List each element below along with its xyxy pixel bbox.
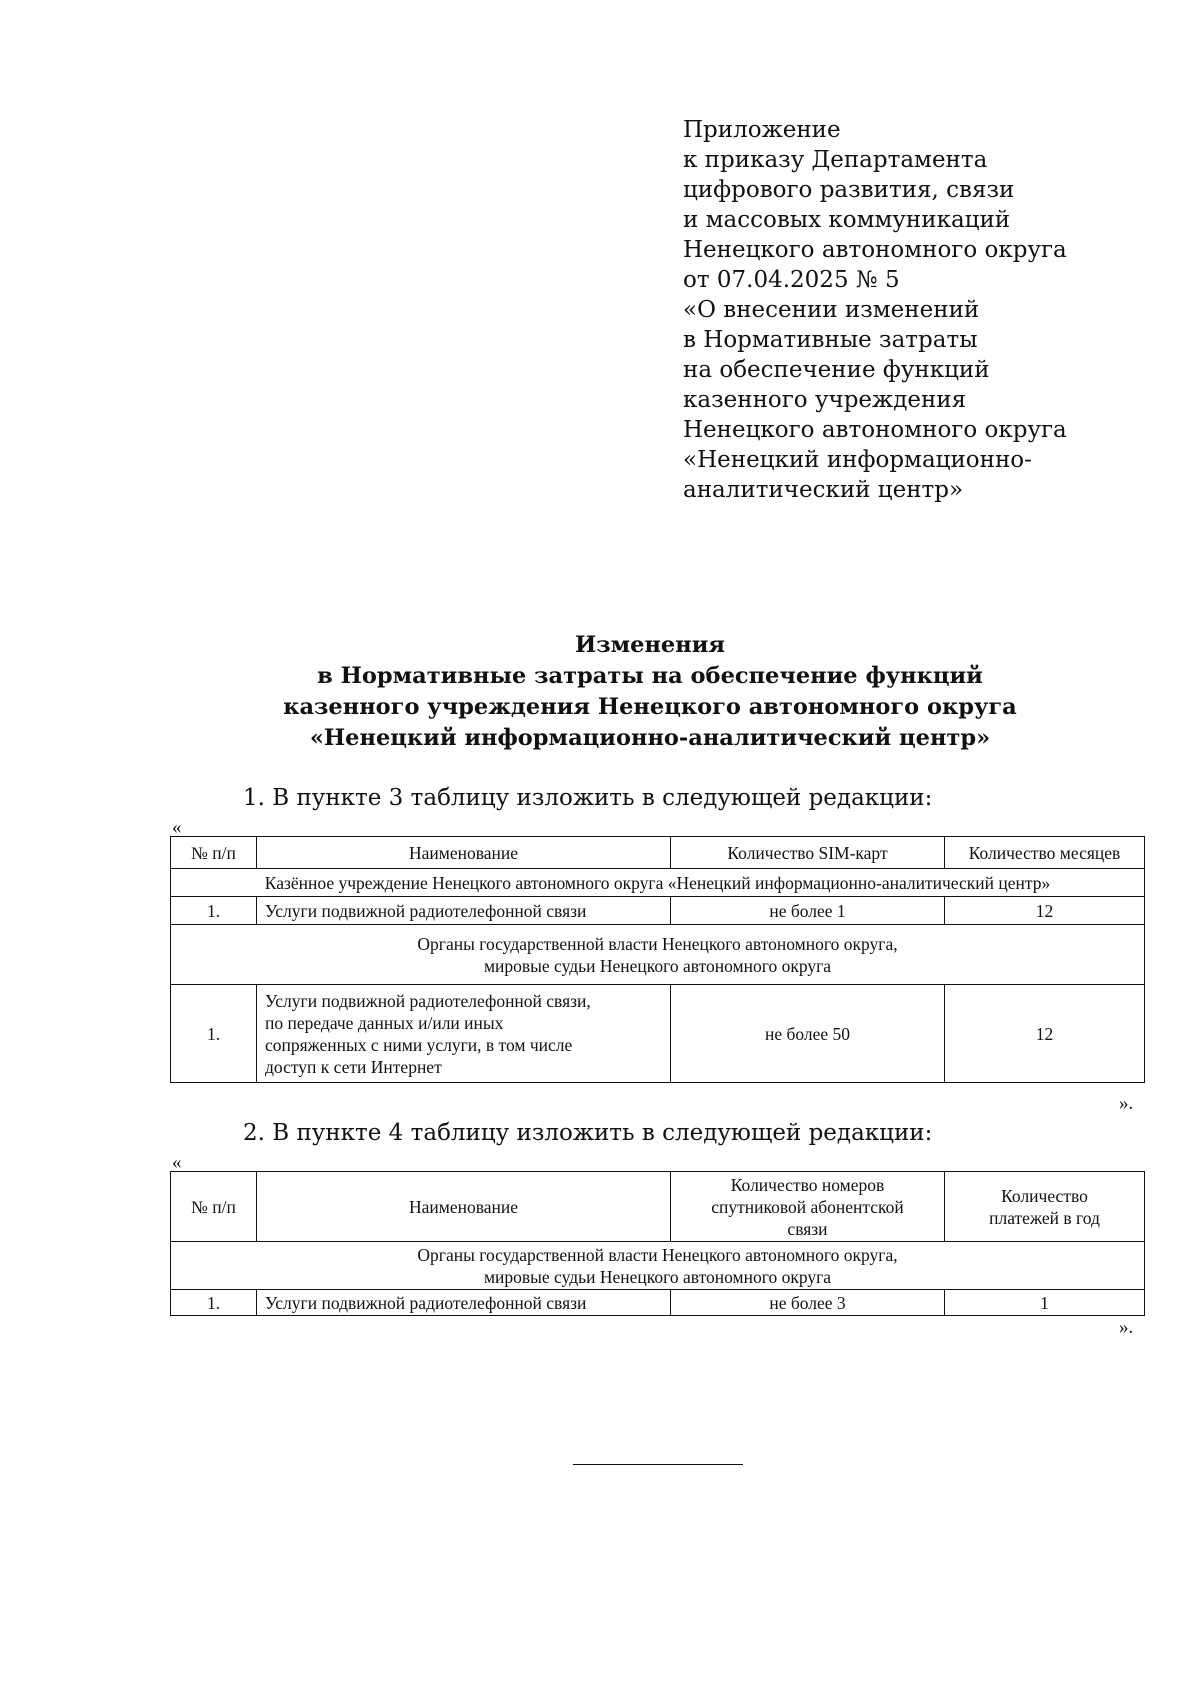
- annex-line: Ненецкого автономного округа: [683, 237, 1067, 263]
- open-quote-1: «: [172, 817, 182, 838]
- header-line: связи: [787, 1218, 828, 1239]
- row-name: Услуги подвижной радиотелефонной связи: [257, 897, 671, 925]
- row-quantity: не более 3: [671, 1290, 945, 1316]
- table-2-header-row: [171, 1172, 1145, 1242]
- header-line: Количество: [1001, 1185, 1088, 1206]
- annex-line: от 07.04.2025 № 5: [683, 267, 900, 293]
- heading-line: казенного учреждения Ненецкого автономного округа: [283, 694, 1017, 720]
- row-name: [257, 985, 671, 1083]
- heading-line: «Ненецкий информационно-аналитический центр»: [309, 725, 991, 751]
- annex-line: аналитический центр»: [683, 477, 964, 503]
- group-line: мировые судьи Ненецкого автономного округа: [483, 1266, 832, 1287]
- group-authorities: [171, 1242, 1145, 1290]
- section1-text: 1. В пункте 3 таблицу изложить в следующей редакции:: [243, 785, 933, 811]
- table-2: [170, 1171, 1145, 1316]
- header-months: Количество месяцев: [945, 837, 1145, 869]
- group-line: Органы государственной власти Ненецкого автономного округа,: [417, 933, 898, 954]
- header-sim-count: Количество SIM-карт: [671, 837, 945, 869]
- header-name: Наименование: [257, 837, 671, 869]
- row-name-line: сопряженных с ними услуги, в том числе: [265, 1034, 573, 1055]
- header-number: № п/п: [171, 1172, 257, 1242]
- header-number: № п/п: [171, 837, 257, 869]
- annex-block: [683, 115, 1153, 505]
- row-payments: 1: [945, 1290, 1145, 1316]
- row-name-line: Услуги подвижной радиотелефонной связи,: [265, 990, 591, 1011]
- table-1-group-row: [171, 925, 1145, 985]
- row-number: 1.: [171, 897, 257, 925]
- row-number: 1.: [171, 985, 257, 1083]
- header-payments: [945, 1172, 1145, 1242]
- close-quote-2: ».: [1119, 1317, 1134, 1338]
- table-row: [171, 985, 1145, 1083]
- heading-line: в Нормативные затраты на обеспечение функций: [317, 663, 983, 689]
- document-heading: [150, 630, 1150, 754]
- table-2-group-row: [171, 1242, 1145, 1290]
- row-months: 12: [945, 985, 1145, 1083]
- row-name-line: доступ к сети Интернет: [265, 1056, 442, 1077]
- closing-divider: [573, 1464, 743, 1465]
- annex-line: к приказу Департамента: [683, 147, 988, 173]
- header-line: спутниковой абонентской: [711, 1196, 904, 1217]
- row-quantity: не более 1: [671, 897, 945, 925]
- header-line: Количество номеров: [730, 1174, 885, 1195]
- annex-line: «О внесении изменений: [683, 297, 980, 323]
- row-quantity: не более 50: [671, 985, 945, 1083]
- table-1-header-row: [171, 837, 1145, 869]
- table-row: [171, 1290, 1145, 1316]
- header-satellite-count: [671, 1172, 945, 1242]
- annex-line: цифрового развития, связи: [683, 177, 1015, 203]
- close-quote-1: ».: [1119, 1093, 1134, 1114]
- section2-text: 2. В пункте 4 таблицу изложить в следующей редакции:: [243, 1120, 933, 1146]
- row-number: 1.: [171, 1290, 257, 1316]
- annex-line: в Нормативные затраты: [683, 327, 978, 353]
- annex-line: Ненецкого автономного округа: [683, 417, 1067, 443]
- annex-line: и массовых коммуникаций: [683, 207, 1011, 233]
- annex-line: Приложение: [683, 117, 841, 143]
- heading-line: Изменения: [574, 632, 726, 658]
- annex-line: «Ненецкий информационно-: [683, 447, 1032, 473]
- table-1-group-row: [171, 869, 1145, 897]
- table-row: [171, 897, 1145, 925]
- header-name: Наименование: [257, 1172, 671, 1242]
- open-quote-2: «: [172, 1152, 182, 1173]
- row-name: Услуги подвижной радиотелефонной связи: [257, 1290, 671, 1316]
- group-authorities: [171, 925, 1145, 985]
- group-line: мировые судьи Ненецкого автономного округа: [483, 955, 832, 976]
- group-institution: Казённое учреждение Ненецкого автономного округа «Ненецкий информационно-аналитический центр»: [171, 869, 1145, 897]
- group-line: Органы государственной власти Ненецкого автономного округа,: [417, 1244, 898, 1265]
- table-1: [170, 836, 1145, 1083]
- header-line: платежей в год: [989, 1207, 1100, 1228]
- annex-line: казенного учреждения: [683, 387, 967, 413]
- row-name-line: по передаче данных и/или иных: [265, 1012, 504, 1033]
- row-months: 12: [945, 897, 1145, 925]
- annex-line: на обеспечение функций: [683, 357, 990, 383]
